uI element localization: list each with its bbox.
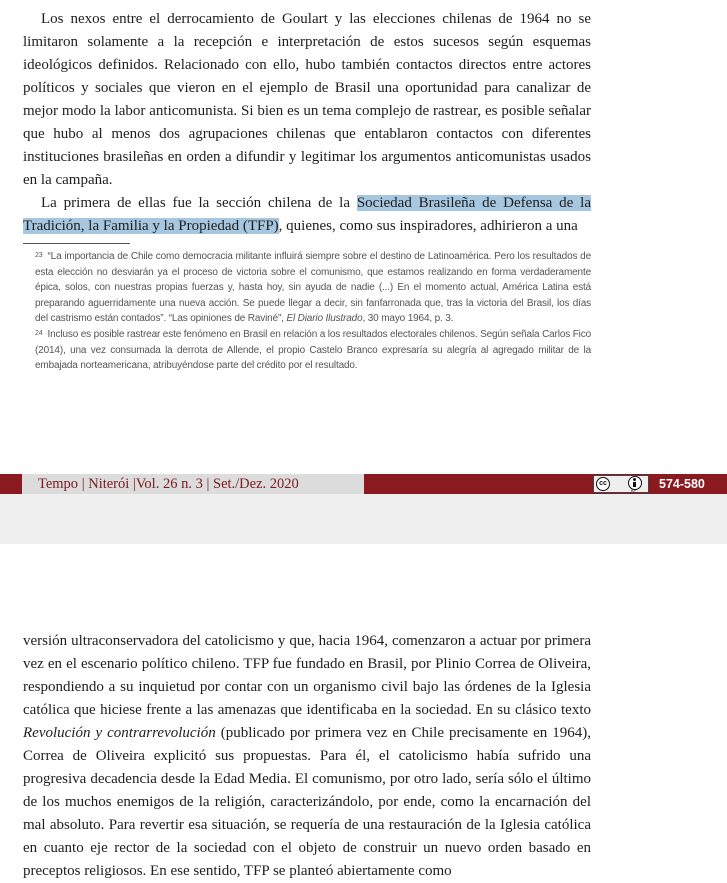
footer-journal: Tempo (38, 476, 79, 492)
footnote-23 (35, 249, 591, 327)
footnote-divider (23, 243, 130, 244)
book-title: Revolución y contrarrevolución (23, 725, 216, 741)
cc-icon: cc (596, 477, 610, 491)
body-text-bottom (23, 630, 591, 883)
footnote-italic: El Diario Ilustrado (286, 313, 363, 325)
footer-date: Set./Dez. 2020 (213, 476, 299, 492)
footnote-text: “La importancia de Chile como democracia militante influirá siempre sobre el destino de Latinoamérica. Pero los resultados de esta elección no desviarán ya el proceso de victoria sobre el comunismo, que estamos realizando en forma verdaderamente épica, solos, con nuestras propias fuerzas y, hasta hoy, sin ayuda de nadie (...) En el momento actual, América Latina está preparando aguerridamente una nueva acción. Se puede llegar a decir, sin fanfarronada que, tras la victoria del Brasil, los días del castrismo están contados”. “Las opiniones de Raviné”, (35, 251, 591, 325)
footnote-text-after: , 30 mayo 1964, p. 3. (362, 313, 454, 325)
highlighted-text[interactable]: Sociedad Brasileña de Defensa de la Tradición, la Familia y la Propiedad (TFP) (23, 195, 591, 234)
by-label: BY (631, 488, 637, 493)
footnote-24 (35, 327, 591, 374)
footnote-number: 23 (35, 252, 43, 259)
paragraph-continuation (23, 630, 591, 883)
paragraph-continuation-after: (publicado por primera vez en Chile precisamente en 1964), Correa de Oliveira explicitó sus propuestas. Para él, el catolicismo había sufrido una progresiva decadencia desde la Edad Media. El comunismo, por otro lado, sería sólo el último de los muchos enemigos de la religión, caracterizándolo, por ende, como la encarnación del mal absoluto. Para revertir esa situación, se requería de una restauración de la Iglesia católica en cuanto eje rector de la sociedad con el objeto de construir un nuevo orden basado en preceptos religiosos. En ese sentido, TFP se planteó abiertamente como (23, 725, 591, 879)
footnotes (35, 249, 591, 374)
paragraph-tfp-after: , quienes, como sus inspiradores, adhirieron a una (278, 218, 578, 234)
paragraph-tfp (23, 192, 591, 238)
footnote-text: Incluso es posible rastrear este fenómeno en Brasil en relación a los resultados electorales chilenos. Según señala Carlos Fico (2014), una vez consumada la derrota de Allende, el propio Castelo Branco expresaría su alegría al agregado militar de la embajada norteamericana, atribuyéndose parte del crédito por el resultado. (35, 328, 591, 372)
body-text-top (23, 8, 591, 238)
footer-citation: Tempo | Niterói |Vol. 26 n. 3 | Set./Dez. 2020 (38, 476, 299, 492)
page-range: 574-580 (659, 477, 705, 491)
footer-city: Niterói (88, 476, 130, 492)
cc-by-icon[interactable] (593, 475, 649, 493)
paragraph-tfp-before: La primera de ellas fue la sección chilena de la (41, 195, 357, 211)
footer-volume: Vol. 26 n. 3 (135, 476, 203, 492)
footnote-number: 24 (35, 329, 43, 337)
paragraph-continuation-before: versión ultraconservadora del catolicismo y que, hacia 1964, comenzaron a actuar por primera vez en el escenario político chileno. TFP fue fundado en Brasil, por Plinio Correa de Oliveira, respondiendo a su inquietud por contar con un organismo civil bajo las órdenes de la Iglesia católica que hiciese frente a las amenazas que identificaba en la sociedad. En su clásico texto (23, 633, 591, 718)
paragraph-nexos: Los nexos entre el derrocamiento de Goulart y las elecciones chilenas de 1964 no se limitaron solamente a la recepción e interpretación de estos sucesos según esquemas ideológicos definidos. Relacionado con ello, hubo también contactos directos entre actores políticos y sociales que vieron en el ejemplo de Brasil una oportunidad para canalizar de mejor modo la labor anticomunista. Si bien es un tema complejo de rastrear, es posible señalar que hubo al menos dos agrupaciones chilenas que entablaron contactos con diferentes instituciones brasileñas en orden a difundir y legitimar los argumentos anticomunistas usados en la campaña. (23, 11, 591, 188)
page-gap (0, 494, 727, 544)
